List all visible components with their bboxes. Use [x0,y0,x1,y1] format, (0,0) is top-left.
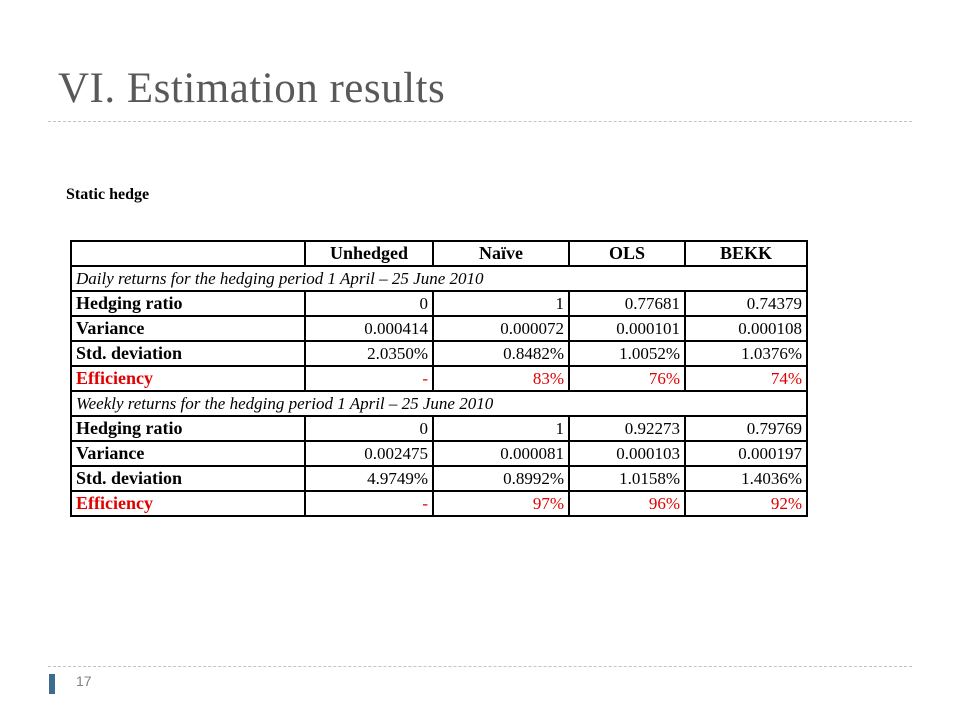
table-row [71,416,807,441]
table-caption: Static hedge [66,186,150,203]
section-heading-weekly: Weekly returns for the hedging period 1 April – 25 June 2010 [71,391,807,416]
section-heading-row [71,391,807,416]
table-cell: 0 [305,416,433,441]
table-cell: 0.74379 [685,291,807,316]
row-label: Variance [71,316,305,341]
column-header-unhedged: Unhedged [305,241,433,266]
table-cell: 96% [569,491,685,516]
column-header-bekk: BEKK [685,241,807,266]
section-heading-row [71,266,807,291]
results-table [70,240,808,517]
table-cell: 0.77681 [569,291,685,316]
column-header-naive: Naïve [433,241,569,266]
table-cell: 74% [685,366,807,391]
table-row [71,441,807,466]
table-row [71,341,807,366]
table-cell: 0.000081 [433,441,569,466]
header-corner-cell [71,241,305,266]
table-cell: 0.000197 [685,441,807,466]
row-label: Efficiency [71,491,305,516]
table-cell: 4.9749% [305,466,433,491]
table-cell: 0.000101 [569,316,685,341]
table-cell: 0.92273 [569,416,685,441]
section-heading-daily: Daily returns for the hedging period 1 April – 25 June 2010 [71,266,807,291]
footer-divider [48,666,912,667]
table-cell: 83% [433,366,569,391]
table-cell: 1.0052% [569,341,685,366]
table-cell: 1.0158% [569,466,685,491]
row-label: Hedging ratio [71,416,305,441]
table-row [71,316,807,341]
table-cell: 97% [433,491,569,516]
table-row-efficiency [71,491,807,516]
table-row [71,466,807,491]
row-label: Std. deviation [71,466,305,491]
title-divider [48,121,912,122]
table-cell: 0.000414 [305,316,433,341]
table-cell: 0.002475 [305,441,433,466]
slide-title: VI. Estimation results [58,65,446,112]
table-cell: 0.000108 [685,316,807,341]
table-cell: 0.000103 [569,441,685,466]
table-cell: 0.79769 [685,416,807,441]
table-cell: - [305,491,433,516]
table-row [71,291,807,316]
table-cell: 1.0376% [685,341,807,366]
table-cell: 1.4036% [685,466,807,491]
footer-accent-marker [49,674,55,694]
table-cell: 1 [433,291,569,316]
table-cell: 0.8992% [433,466,569,491]
table-row-efficiency [71,366,807,391]
table-cell: - [305,366,433,391]
table-cell: 0 [305,291,433,316]
table-cell: 92% [685,491,807,516]
row-label: Efficiency [71,366,305,391]
table-header-row [71,241,807,266]
row-label: Variance [71,441,305,466]
table-cell: 0.8482% [433,341,569,366]
table-cell: 0.000072 [433,316,569,341]
table-cell: 1 [433,416,569,441]
table-cell: 76% [569,366,685,391]
column-header-ols: OLS [569,241,685,266]
table-cell: 2.0350% [305,341,433,366]
row-label: Hedging ratio [71,291,305,316]
row-label: Std. deviation [71,341,305,366]
page-number: 17 [76,673,92,689]
